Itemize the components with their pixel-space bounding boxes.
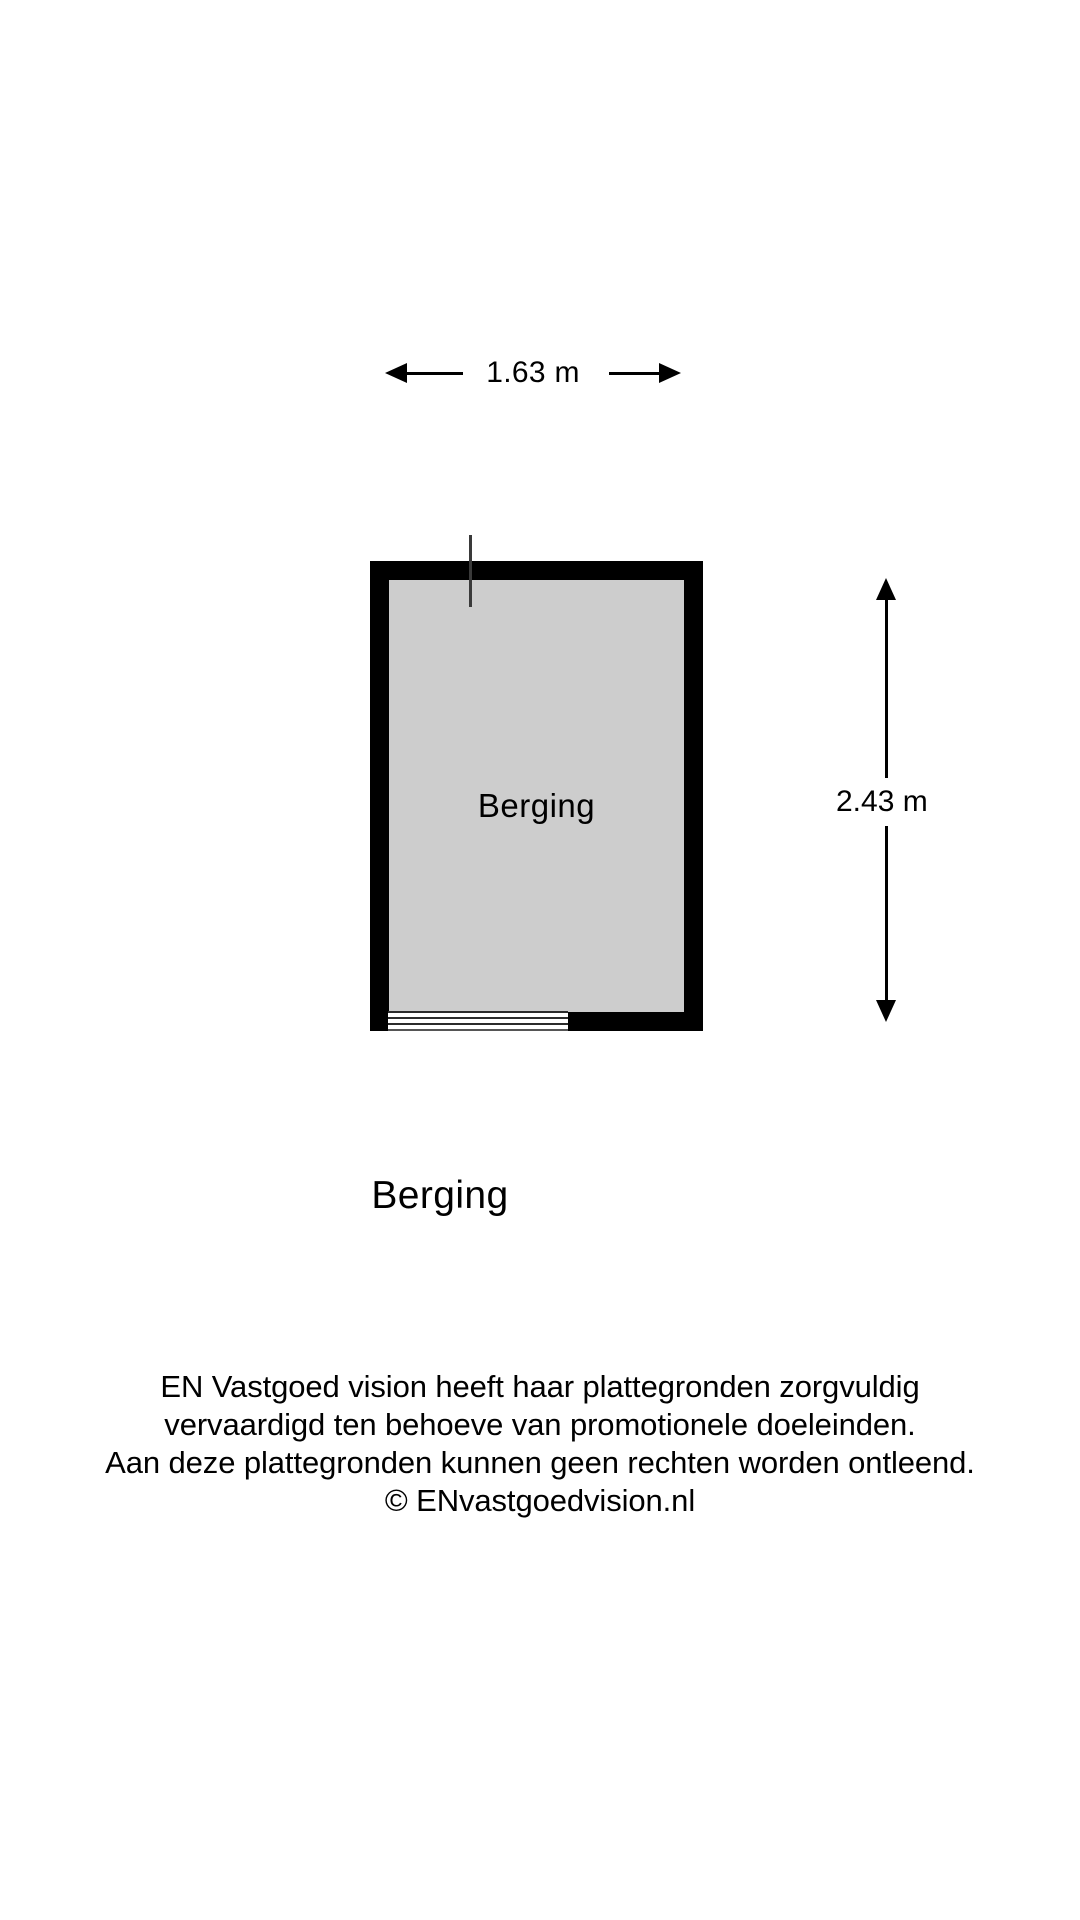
disclaimer-line-1: EN Vastgoed vision heeft haar plattegronden zorgvuldig xyxy=(160,1369,920,1404)
room-berging xyxy=(370,561,703,1031)
room-floor xyxy=(389,580,684,1012)
arrow-down-icon xyxy=(876,1000,896,1022)
copyright-line: © ENvastgoedvision.nl xyxy=(384,1483,696,1518)
door-opening xyxy=(388,1011,568,1031)
disclaimer-footer xyxy=(0,1368,1080,1520)
door-slat xyxy=(388,1011,568,1013)
dimension-line-bottom xyxy=(885,816,888,1008)
door-slat xyxy=(388,1017,568,1019)
door-hinge-marker xyxy=(469,535,472,607)
disclaimer-line-2: vervaardigd ten behoeve van promotionele doeleinden. xyxy=(164,1407,916,1442)
width-dimension-label: 1.63 m xyxy=(476,358,590,388)
height-dimension-label: 2.43 m xyxy=(836,778,1036,826)
room-label: Berging xyxy=(477,787,596,824)
plan-title: Berging xyxy=(371,1174,509,1217)
dimension-line-left xyxy=(399,372,463,375)
disclaimer-line-3: Aan deze plattegronden kunnen geen rechten worden ontleend. xyxy=(105,1445,975,1480)
arrow-right-icon xyxy=(659,363,681,383)
door-slat xyxy=(388,1023,568,1025)
door-slat xyxy=(388,1029,568,1031)
width-dimension xyxy=(385,352,681,394)
dimension-line-top xyxy=(885,592,888,788)
